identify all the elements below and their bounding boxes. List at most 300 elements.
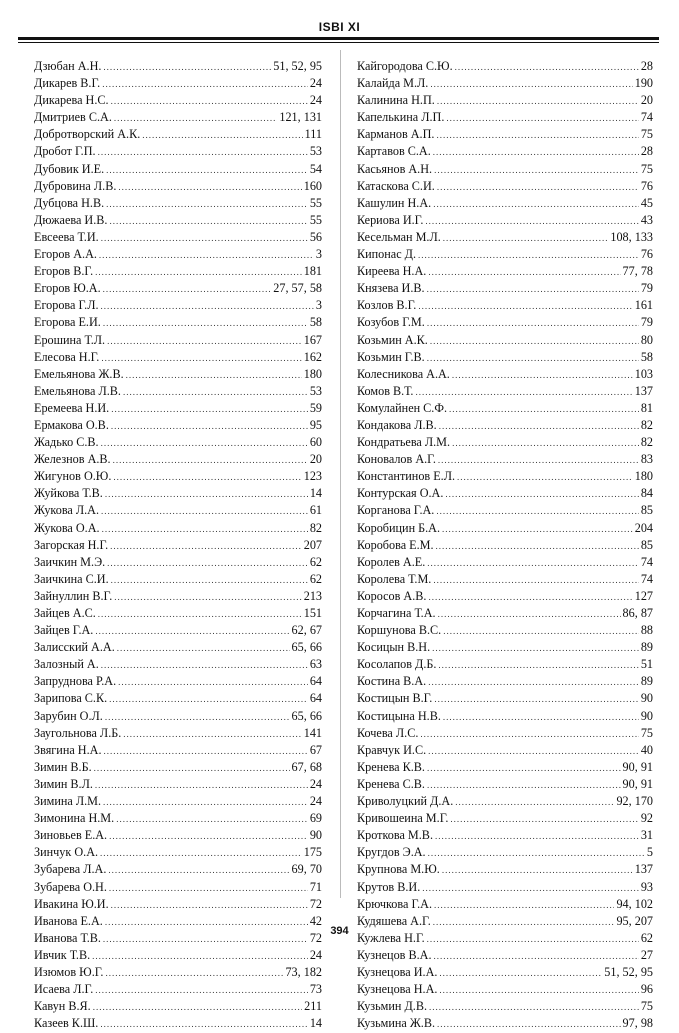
- index-entry: [357, 605, 653, 622]
- index-entry: [34, 468, 322, 485]
- dot-leader: [433, 144, 639, 161]
- page-references: 24: [309, 947, 322, 962]
- author-name: Жуйкова Т.В.: [34, 486, 103, 501]
- index-entry: [34, 793, 322, 810]
- author-name: Еремеева Н.И.: [34, 400, 110, 415]
- index-entry: [357, 349, 653, 366]
- dot-leader: [427, 760, 621, 777]
- dot-leader: [118, 179, 301, 196]
- page-references: 85: [640, 503, 653, 518]
- index-entry: [357, 571, 653, 588]
- page-references: 51: [640, 657, 653, 672]
- page-references: 62, 67: [291, 623, 322, 638]
- author-name: Катаскова С.И.: [357, 178, 435, 193]
- page-references: 73, 182: [285, 964, 322, 979]
- page-references: 82: [640, 435, 653, 450]
- dot-leader: [432, 640, 639, 657]
- page-references: 45: [640, 195, 653, 210]
- page-references: 86, 87: [622, 606, 653, 620]
- index-entry: [357, 263, 653, 280]
- page-references: 28: [640, 144, 653, 159]
- author-name: Кашулин Н.А.: [357, 195, 432, 210]
- page-references: 53: [309, 383, 322, 398]
- author-name: Коробова Е.М.: [357, 537, 434, 552]
- index-entry: [34, 229, 322, 246]
- dot-leader: [111, 418, 308, 435]
- page-references: 161: [634, 298, 653, 313]
- author-name: Зайнуллин В.Г.: [34, 588, 113, 603]
- page-references: 74: [640, 554, 653, 569]
- dot-leader: [110, 538, 302, 555]
- dot-leader: [108, 862, 289, 879]
- index-entry: [34, 622, 322, 639]
- page-references: 58: [640, 349, 653, 364]
- dot-leader: [455, 794, 614, 811]
- dot-leader: [105, 486, 308, 503]
- page-references: 97, 98: [622, 1016, 653, 1031]
- index-entry: [357, 861, 653, 878]
- author-name: Звягина Н.А.: [34, 742, 102, 757]
- dot-leader: [111, 897, 308, 914]
- dot-leader: [114, 110, 277, 127]
- dot-leader: [436, 503, 638, 520]
- index-entry: [34, 92, 322, 109]
- index-entry: [357, 246, 653, 263]
- author-name: Жадько С.В.: [34, 435, 99, 450]
- dot-leader: [428, 674, 639, 691]
- author-name: Калайда М.Л.: [357, 76, 429, 91]
- author-name: Ермакова О.В.: [34, 417, 109, 432]
- index-entry: [357, 827, 653, 844]
- dot-leader: [123, 384, 308, 401]
- author-name: Кренева К.В.: [357, 759, 425, 774]
- dot-leader: [103, 59, 271, 76]
- author-name: Киреева Н.А.: [357, 264, 427, 279]
- dot-leader: [418, 247, 639, 264]
- author-name: Егоров В.Г.: [34, 264, 94, 279]
- page-references: 24: [309, 76, 322, 91]
- dot-leader: [114, 589, 301, 606]
- dot-leader: [105, 965, 283, 982]
- index-column-right: [357, 58, 653, 1032]
- page-references: 82: [309, 520, 322, 535]
- author-name: Жукова О.А.: [34, 520, 100, 535]
- index-entry: [34, 861, 322, 878]
- page-references: 180: [634, 469, 653, 484]
- dot-leader: [427, 350, 639, 367]
- author-name: Емельянова Ж.В.: [34, 366, 124, 381]
- page-references: 81: [640, 400, 653, 415]
- author-name: Коршунова В.С.: [357, 623, 442, 638]
- page-references: 65, 66: [291, 708, 322, 723]
- dot-leader: [446, 110, 638, 127]
- index-entry: [357, 844, 653, 861]
- dot-leader: [439, 418, 639, 435]
- index-entry: [34, 520, 322, 537]
- author-name: Исаева Л.Г.: [34, 982, 94, 997]
- dot-leader: [437, 179, 639, 196]
- author-name: Емельянова Л.В.: [34, 383, 121, 398]
- dot-leader: [101, 350, 301, 367]
- page-references: 55: [309, 195, 322, 210]
- index-entry: [357, 314, 653, 331]
- author-name: Крупнова М.Ю.: [357, 862, 440, 877]
- index-entry: [357, 332, 653, 349]
- index-entry: [357, 622, 653, 639]
- author-name: Зубарева О.Н.: [34, 879, 107, 894]
- author-name: Корчагина Т.А.: [357, 606, 436, 620]
- index-entry: [34, 708, 322, 725]
- author-name: Ивчик Т.В.: [34, 947, 91, 962]
- index-entry: [357, 639, 653, 656]
- page-references: 95: [309, 417, 322, 432]
- dot-leader: [102, 76, 308, 93]
- page-references: 90: [309, 828, 322, 843]
- index-entry: [357, 280, 653, 297]
- author-name: Козьмин А.К.: [357, 332, 428, 347]
- page-references: 167: [303, 332, 322, 347]
- page-references: 83: [640, 452, 653, 467]
- dot-leader: [428, 264, 620, 281]
- index-entry: [34, 656, 322, 673]
- page-references: 95, 207: [616, 913, 653, 928]
- page-references: 64: [309, 674, 322, 689]
- page-references: 60: [309, 435, 322, 450]
- index-entry: [357, 126, 653, 143]
- page-references: 75: [640, 161, 653, 176]
- page-references: 27, 57, 58: [273, 281, 322, 296]
- column-divider: [340, 50, 341, 898]
- page-references: 75: [640, 725, 653, 740]
- author-name: Кривошеина М.Г.: [357, 811, 449, 826]
- author-name: Зимонина Н.М.: [34, 811, 115, 826]
- index-entry: [34, 947, 322, 964]
- page-references: 64: [309, 691, 322, 706]
- index-entry: [357, 673, 653, 690]
- index-entry: [357, 92, 653, 109]
- dot-leader: [445, 486, 638, 503]
- author-name: Загорская Н.Г.: [34, 537, 109, 552]
- index-entry: [357, 947, 653, 964]
- dot-leader: [442, 521, 633, 538]
- author-name: Контурская О.А.: [357, 486, 444, 501]
- author-name: Дубовик И.Е.: [34, 161, 105, 176]
- page-references: 82: [640, 417, 653, 432]
- index-entry: [34, 109, 322, 126]
- index-entry: [357, 759, 653, 776]
- dot-leader: [443, 230, 609, 247]
- index-entry: [34, 161, 322, 178]
- author-name: Кудяшева А.Г.: [357, 913, 431, 928]
- author-name: Кериова И.Г.: [357, 212, 424, 227]
- index-column-left: [34, 58, 322, 1032]
- page-references: 5: [646, 845, 653, 860]
- dot-leader: [438, 452, 639, 469]
- index-entry: [34, 605, 322, 622]
- dot-leader: [101, 435, 308, 452]
- author-name: Изюмов Ю.Г.: [34, 964, 104, 979]
- page-references: 103: [634, 366, 653, 381]
- author-name: Елесова Н.Г.: [34, 349, 100, 364]
- dot-leader: [103, 315, 308, 332]
- page-references: 69: [309, 811, 322, 826]
- page-references: 137: [634, 862, 653, 877]
- index-entry: [357, 468, 653, 485]
- author-name: Ивакина Ю.И.: [34, 896, 109, 911]
- dot-leader: [428, 743, 639, 760]
- page-references: 92: [640, 811, 653, 826]
- page-references: 108, 133: [610, 229, 653, 244]
- page-references: 181: [303, 264, 322, 279]
- page-references: 51, 52, 95: [273, 59, 322, 73]
- dot-leader: [111, 401, 308, 418]
- page-references: 56: [309, 229, 322, 244]
- page-references: 72: [309, 896, 322, 911]
- author-name: Коросов А.В.: [357, 588, 427, 603]
- index-entry: [357, 75, 653, 92]
- dot-leader: [434, 162, 639, 179]
- index-entry: [357, 195, 653, 212]
- index-entry: [34, 690, 322, 707]
- author-name: Запруднова Р.А.: [34, 674, 117, 689]
- index-entry: [357, 366, 653, 383]
- page-references: 162: [303, 349, 322, 364]
- dot-leader: [116, 811, 308, 828]
- page-references: 24: [309, 794, 322, 809]
- dot-leader: [95, 982, 308, 999]
- dot-leader: [107, 555, 308, 572]
- author-name: Зимин В.Л.: [34, 776, 93, 791]
- index-entry: [357, 417, 653, 434]
- page-references: 14: [309, 1016, 322, 1031]
- author-name: Калинина Н.П.: [357, 93, 435, 108]
- dot-leader: [100, 845, 302, 862]
- header-rule: [18, 37, 659, 40]
- page-references: 62: [309, 554, 322, 569]
- page-references: 111: [304, 127, 322, 142]
- page-references: 62: [309, 571, 322, 586]
- author-name: Егоров А.А.: [34, 247, 97, 262]
- page-references: 31: [640, 828, 653, 843]
- author-name: Козьмин Г.В.: [357, 349, 425, 364]
- index-entry: [357, 776, 653, 793]
- page-references: 3: [315, 298, 322, 313]
- author-name: Евсеева Т.И.: [34, 229, 99, 244]
- index-entry: [34, 280, 322, 297]
- page-references: 51, 52, 95: [604, 964, 653, 979]
- index-entry: [34, 58, 322, 75]
- dot-leader: [436, 538, 639, 555]
- dot-leader: [439, 982, 638, 999]
- author-name: Залозный А.: [34, 657, 99, 672]
- dot-leader: [101, 503, 308, 520]
- page-references: 89: [640, 640, 653, 655]
- dot-leader: [427, 315, 639, 332]
- index-entry: [34, 810, 322, 827]
- index-entry: [34, 673, 322, 690]
- dot-leader: [113, 452, 308, 469]
- page-references: 93: [640, 879, 653, 894]
- author-name: Иванова Е.А.: [34, 913, 103, 928]
- page-references: 69, 70: [291, 862, 322, 877]
- index-entry: [357, 810, 653, 827]
- page-references: 3: [315, 247, 322, 262]
- dot-leader: [100, 1016, 307, 1033]
- dot-leader: [103, 281, 272, 298]
- page-references: 28: [640, 59, 653, 73]
- index-entry: [357, 1015, 653, 1032]
- index-entry: [34, 1015, 322, 1032]
- dot-leader: [430, 333, 639, 350]
- dot-leader: [455, 59, 639, 76]
- dot-leader: [436, 127, 638, 144]
- index-entry: [34, 588, 322, 605]
- author-name: Криволуцкий Д.А.: [357, 794, 454, 809]
- page-references: 175: [303, 845, 322, 860]
- index-entry: [357, 178, 653, 195]
- dot-leader: [111, 93, 308, 110]
- author-name: Зимина Л.М.: [34, 794, 102, 809]
- page-number: 394: [330, 925, 349, 937]
- page-references: 67: [309, 742, 322, 757]
- index-entry: [34, 639, 322, 656]
- author-name: Зарипова С.К.: [34, 691, 108, 706]
- author-name: Дмитриев С.А.: [34, 110, 112, 125]
- dot-leader: [428, 845, 645, 862]
- page-references: 65, 66: [291, 640, 322, 655]
- dot-leader: [98, 606, 302, 623]
- author-name: Кондакова Л.В.: [357, 417, 437, 432]
- author-name: Дюжаева И.В.: [34, 212, 108, 227]
- dot-leader: [109, 213, 307, 230]
- author-name: Залисский А.А.: [34, 640, 115, 655]
- page-references: 127: [634, 588, 653, 603]
- author-name: Косолапов Д.Б.: [357, 657, 437, 672]
- dot-leader: [103, 794, 308, 811]
- author-name: Дзюбан А.Н.: [34, 59, 102, 73]
- index-entry: [357, 229, 653, 246]
- index-entry: [357, 690, 653, 707]
- page-references: 85: [640, 537, 653, 552]
- page-references: 79: [640, 315, 653, 330]
- dot-leader: [450, 811, 638, 828]
- index-entry: [357, 400, 653, 417]
- dot-leader: [429, 999, 639, 1016]
- dot-leader: [427, 281, 639, 298]
- dot-leader: [102, 521, 308, 538]
- author-name: Коробицин Б.А.: [357, 520, 441, 535]
- page-references: 211: [304, 999, 322, 1014]
- page-references: 84: [640, 486, 653, 501]
- index-entry: [357, 998, 653, 1015]
- dot-leader: [434, 948, 639, 965]
- index-entry: [357, 708, 653, 725]
- page-references: 58: [309, 315, 322, 330]
- index-entry: [357, 161, 653, 178]
- page-references: 73: [309, 982, 322, 997]
- author-name: Заичкин М.Э.: [34, 554, 106, 569]
- dot-leader: [425, 213, 638, 230]
- index-entry: [34, 263, 322, 280]
- index-entry: [357, 742, 653, 759]
- index-entry: [357, 434, 653, 451]
- page-references: 75: [640, 127, 653, 142]
- dot-leader: [443, 709, 639, 726]
- index-entry: [34, 314, 322, 331]
- index-entry: [34, 759, 322, 776]
- dot-leader: [109, 828, 308, 845]
- dot-leader: [438, 657, 638, 674]
- index-entry: [357, 383, 653, 400]
- index-entry: [34, 366, 322, 383]
- page-references: 72: [309, 930, 322, 945]
- page-references: 71: [309, 879, 322, 894]
- dot-leader: [109, 880, 308, 897]
- author-name: Дубровина Л.В.: [34, 178, 117, 193]
- dot-leader: [418, 298, 632, 315]
- dot-leader: [142, 127, 302, 144]
- dot-leader: [109, 691, 308, 708]
- index-entry: [357, 451, 653, 468]
- author-name: Дробот Г.П.: [34, 144, 96, 159]
- author-name: Железнов А.В.: [34, 452, 111, 467]
- page-references: 77, 78: [622, 264, 653, 279]
- dot-leader: [123, 726, 301, 743]
- index-entry: [34, 349, 322, 366]
- author-name: Дикарев В.Г.: [34, 76, 101, 91]
- page-references: 79: [640, 281, 653, 296]
- page-references: 90: [640, 691, 653, 706]
- page-references: 75: [640, 999, 653, 1014]
- index-entry: [34, 776, 322, 793]
- page-references: 74: [640, 110, 653, 125]
- dot-leader: [101, 298, 314, 315]
- page-references: 59: [309, 400, 322, 415]
- index-entry: [34, 126, 322, 143]
- author-name: Капелькина Л.П.: [357, 110, 445, 125]
- index-entry: [357, 212, 653, 229]
- index-entry: [34, 195, 322, 212]
- author-name: Ерошина Т.Л.: [34, 332, 106, 347]
- index-entry: [357, 520, 653, 537]
- dot-leader: [434, 897, 614, 914]
- dot-leader: [98, 144, 308, 161]
- page-references: 24: [309, 776, 322, 791]
- author-name: Корганова Г.А.: [357, 503, 435, 518]
- index-entry: [34, 143, 322, 160]
- author-name: Касьянов А.Н.: [357, 161, 433, 176]
- author-name: Зиновьев Е.А.: [34, 828, 108, 843]
- page-references: 190: [634, 76, 653, 91]
- dot-leader: [438, 606, 621, 623]
- page-references: 94, 102: [616, 896, 653, 911]
- dot-leader: [452, 435, 639, 452]
- page-references: 53: [309, 144, 322, 159]
- dot-leader: [442, 862, 633, 879]
- index-entry: [34, 502, 322, 519]
- page-references: 204: [634, 520, 653, 535]
- index-entry: [34, 742, 322, 759]
- page-references: 90, 91: [622, 759, 653, 774]
- page-references: 20: [309, 452, 322, 467]
- page-references: 62: [640, 930, 653, 945]
- dot-leader: [104, 743, 308, 760]
- index-entry: [34, 537, 322, 554]
- author-name: Костицын В.Г.: [357, 691, 433, 706]
- page-references: 213: [303, 588, 322, 603]
- page-references: 20: [640, 93, 653, 108]
- dot-leader: [439, 965, 602, 982]
